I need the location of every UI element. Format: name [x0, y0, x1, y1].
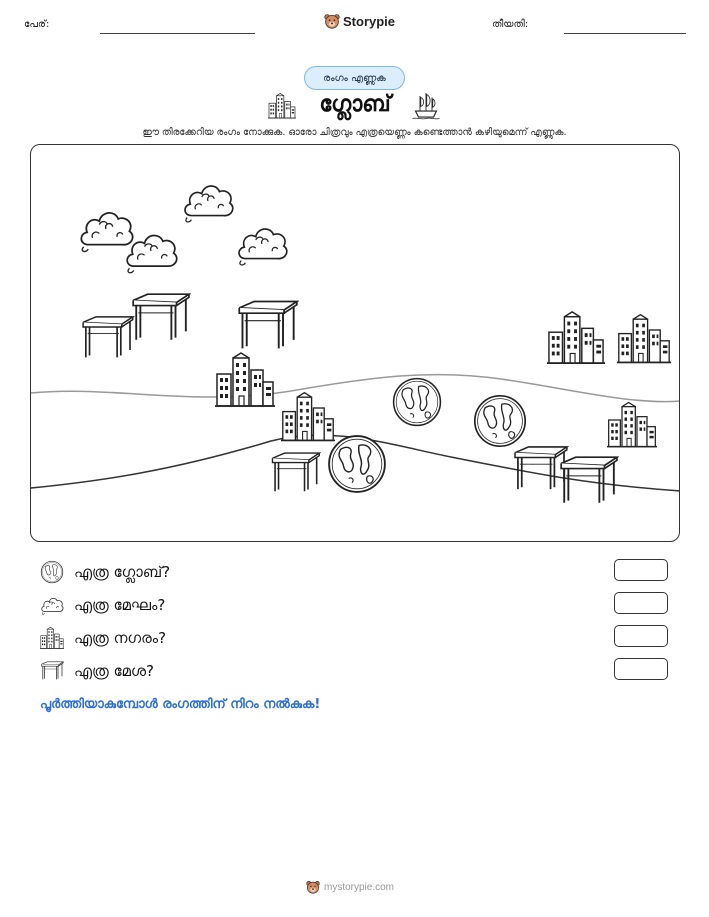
- city-icon: [607, 401, 657, 449]
- question-text: എത്ര മേഘം?: [74, 596, 166, 614]
- table-icon: [235, 299, 299, 353]
- table-icon: [269, 451, 321, 495]
- brand-name: Storypie: [343, 13, 396, 29]
- name-line[interactable]: [100, 33, 255, 34]
- city-icon: [40, 626, 64, 650]
- cloud-icon: [123, 225, 179, 277]
- bear-icon: [306, 880, 320, 894]
- globe-icon: [391, 376, 443, 428]
- bear-icon: [324, 13, 340, 29]
- globe-icon: [40, 560, 64, 584]
- answer-box-globe[interactable]: [614, 559, 668, 581]
- counting-scene: [30, 144, 680, 542]
- table-icon: [79, 315, 135, 361]
- cloud-icon: [235, 218, 289, 270]
- name-label: പേര്:: [24, 19, 50, 30]
- date-line[interactable]: [564, 33, 686, 34]
- activity-badge: രംഗം എണ്ണുക: [304, 66, 405, 90]
- instructions: ഈ തിരക്കേറിയ രംഗം നോക്കുക. ഓരോ ചിത്രവും എത്രയെണ്ണം കണ്ടെത്താൻ കഴിയുമെന്ന് എണ്ണുക.: [142, 127, 567, 138]
- city-icon: [215, 351, 275, 409]
- question-text: എത്ര നഗരം?: [74, 629, 167, 647]
- question-row-cloud: [40, 592, 165, 618]
- question-row-globe: [40, 559, 170, 585]
- ship-icon: [410, 90, 442, 120]
- city-icon: [547, 309, 605, 367]
- question-text: എത്ര മേശ?: [74, 662, 155, 680]
- globe-icon: [326, 433, 388, 495]
- answer-box-table[interactable]: [614, 658, 668, 680]
- answer-box-city[interactable]: [614, 625, 668, 647]
- city-icon: [617, 313, 671, 365]
- question-text: എത്ര ഗ്ലോബ്?: [74, 563, 171, 581]
- table-icon: [557, 455, 619, 507]
- table-icon: [40, 659, 64, 683]
- cloud-icon: [40, 593, 64, 617]
- cloud-icon: [181, 177, 235, 225]
- question-row-table: [40, 658, 154, 684]
- answer-box-cloud[interactable]: [614, 592, 668, 614]
- storypie-logo: [324, 13, 395, 29]
- footer: [306, 880, 394, 894]
- table-icon: [129, 292, 191, 344]
- globe-icon: [472, 393, 528, 449]
- question-row-city: [40, 625, 166, 651]
- page-title: ഗ്ലോബ്: [319, 92, 391, 117]
- coloring-note: പൂർത്തിയാകുമ്പോൾ രംഗത്തിന് നിറം നൽകുക!: [40, 697, 321, 712]
- date-label: തീയതി:: [492, 19, 529, 30]
- footer-url: mystorypie.com: [324, 881, 395, 893]
